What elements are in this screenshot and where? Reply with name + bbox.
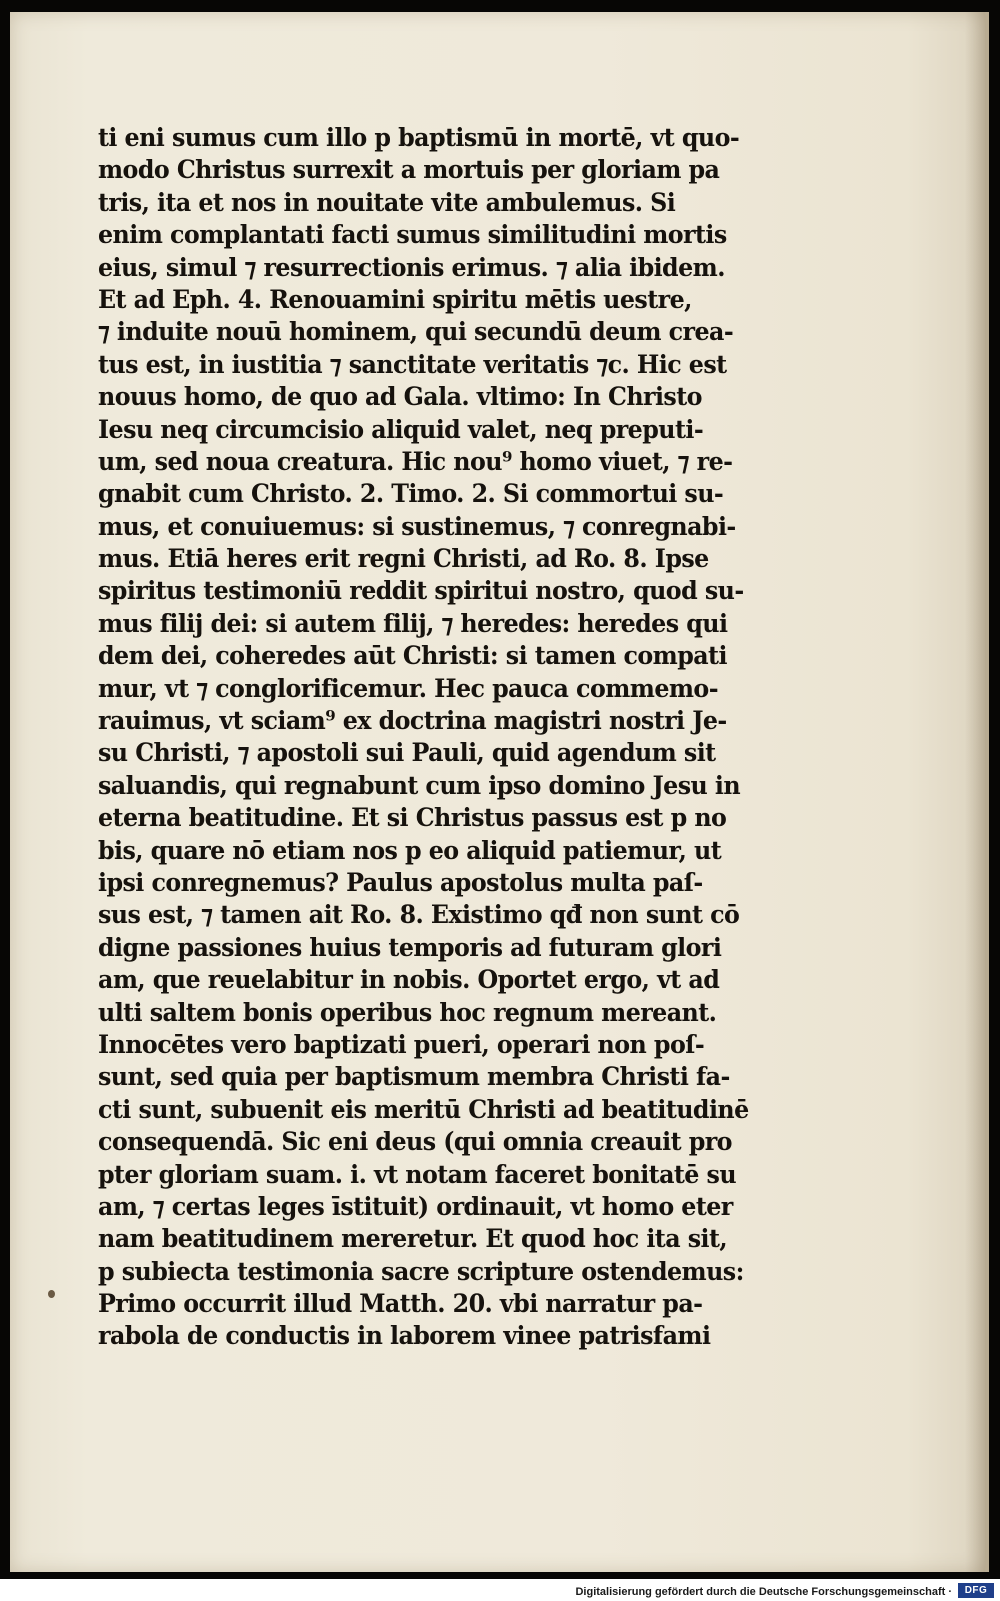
- text-line: cti sunt, subuenit eis meritū Christi ad beatitudinē: [98, 1094, 749, 1124]
- text-line: Iesu neq circumcisio aliquid valet, neq preputi-: [98, 414, 704, 444]
- page-edge-shadow: [965, 12, 985, 1572]
- text-line: rauimus, vt sciam⁹ ex doctrina magistri nostri Je-: [98, 706, 727, 736]
- text-line: pter gloriam suam. i. vt notam faceret bonitatē su: [98, 1159, 737, 1189]
- text-line: eius, simul ⁊ resurrectionis erimus. ⁊ alia ibidem.: [98, 252, 725, 282]
- text-line: spiritus testimoniū reddit spiritui nostro, quod su-: [98, 576, 744, 606]
- text-line: modo Christus surrexit a mortuis per gloriam pa: [98, 155, 720, 185]
- text-line: ⁊ induite nouū hominem, qui secundū deum crea-: [98, 317, 734, 347]
- text-line: mus, et conuiuemus: si sustinemus, ⁊ conregnabi-: [98, 511, 736, 541]
- text-line: ipsi conregnemus? Paulus apostolus multa paſ-: [98, 867, 703, 897]
- text-line: mur, vt ⁊ conglorificemur. Hec pauca commemo-: [98, 673, 719, 703]
- text-line: sunt, sed quia per baptismum membra Christi fa-: [98, 1062, 730, 1092]
- text-line: Innocētes vero baptizati pueri, operari non poſ-: [98, 1029, 705, 1059]
- text-line: saluandis, qui regnabunt cum ipso domino Jesu in: [98, 770, 741, 800]
- text-line: su Christi, ⁊ apostoli sui Pauli, quid agendum sit: [98, 738, 716, 768]
- text-line: consequendā. Sic eni deus (qui omnia creauit pro: [98, 1127, 732, 1157]
- text-line: mus filij dei: si autem filij, ⁊ heredes: heredes qui: [98, 608, 728, 638]
- body-text: [98, 122, 798, 1353]
- book-page: [10, 12, 989, 1572]
- text-line: am, ⁊ certas leges īstituit) ordinauit, vt homo eter: [98, 1191, 733, 1221]
- text-line: p subiecta testimonia sacre scripture ostendemus:: [98, 1256, 744, 1286]
- text-line: nam beatitudinem mereretur. Et quod hoc ita sit,: [98, 1224, 728, 1254]
- text-line: tris, ita et nos in nouitate vite ambulemus. Si: [98, 187, 676, 217]
- funding-credit: Digitalisierung gefördert durch die Deutsche Forschungsgemeinschaft ·: [575, 1586, 952, 1598]
- text-line: am, que reuelabitur in nobis. Oportet ergo, vt ad: [98, 965, 720, 995]
- text-line: sus est, ⁊ tamen ait Ro. 8. Existimo qđ non sunt cō: [98, 900, 740, 930]
- footer-bar: [0, 1579, 1000, 1601]
- text-line: um, sed noua creatura. Hic nou⁹ homo viuet, ⁊ re-: [98, 446, 733, 476]
- text-line: nouus homo, de quo ad Gala. vltimo: In Christo: [98, 382, 702, 412]
- text-line: ti eni sumus cum illo p baptismū in mortē, vt quo-: [98, 123, 740, 152]
- text-line: dem dei, coheredes aūt Christi: si tamen compati: [98, 641, 727, 671]
- text-line: Primo occurrit illud Matth. 20. vbi narratur pa-: [98, 1289, 703, 1319]
- text-line: ulti saltem bonis operibus hoc regnum mereant.: [98, 997, 717, 1027]
- text-line: mus. Etiā heres erit regni Christi, ad Ro. 8. Ipse: [98, 544, 709, 574]
- dfg-logo-icon: DFG: [958, 1583, 994, 1598]
- ink-spot: [48, 1290, 55, 1298]
- text-line: bis, quare nō etiam nos p eo aliquid patiemur, ut: [98, 835, 722, 865]
- text-line: Et ad Eph. 4. Renouamini spiritu mētis uestre,: [98, 284, 692, 314]
- text-line: rabola de conductis in laborem vinee patrisfami: [98, 1321, 711, 1351]
- text-line: digne passiones huius temporis ad futuram glori: [98, 932, 722, 962]
- text-line: eterna beatitudine. Et si Christus passus est p no: [98, 803, 727, 833]
- text-line: gnabit cum Christo. 2. Timo. 2. Si commortui su-: [98, 479, 724, 509]
- text-line: tus est, in iustitia ⁊ sanctitate veritatis ⁊c. Hic est: [98, 349, 727, 379]
- text-line: enim complantati facti sumus similitudini mortis: [98, 220, 727, 250]
